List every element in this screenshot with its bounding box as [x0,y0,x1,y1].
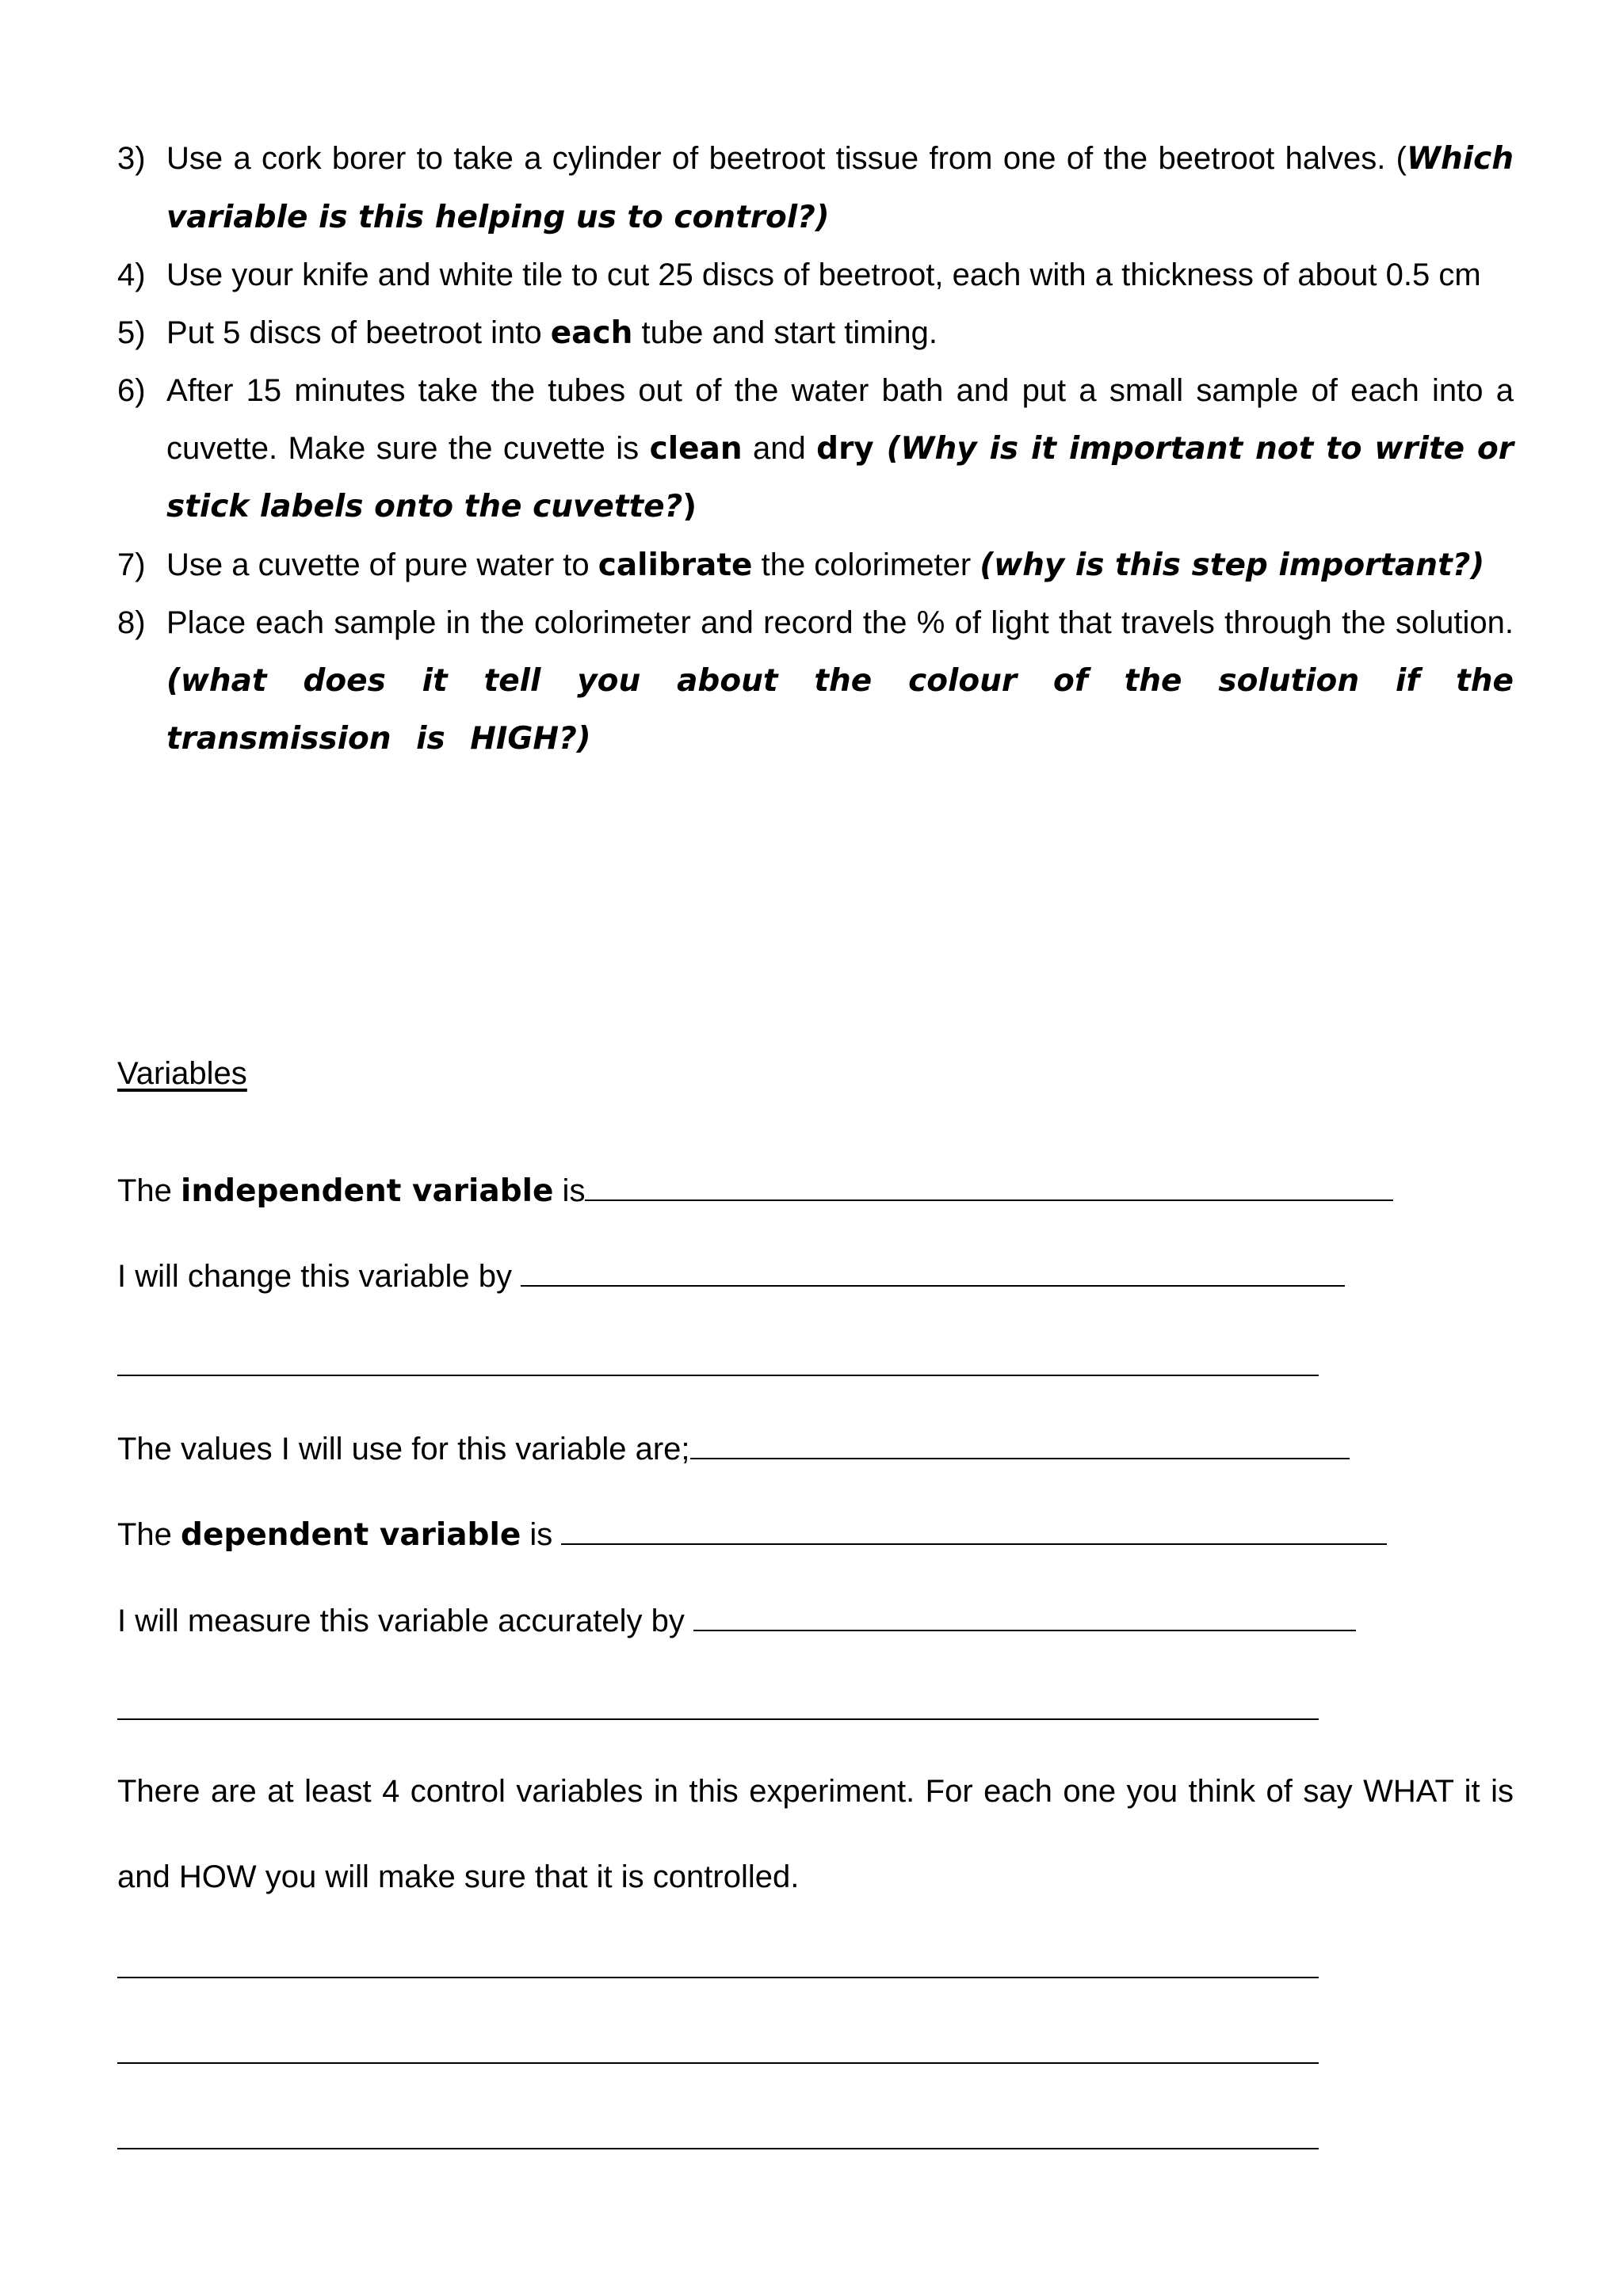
step-question: Which variable is this helping us to control?) [166,141,1514,235]
measure-by-answer-line[interactable] [693,1598,1356,1631]
step-question: (what does it tell you about the colour of the solution if the transmission is HIGH?) [166,662,1514,757]
emphasis-each: each [550,315,633,351]
change-by-answer-line-2[interactable] [117,1375,1319,1376]
values-answer-line[interactable] [690,1426,1350,1459]
step-number: 4) [117,257,146,292]
measure-by-row [117,1598,1356,1641]
dependent-variable-answer-line[interactable] [561,1512,1387,1545]
step-number: 8) [117,605,146,640]
measure-by-answer-line-2[interactable] [117,1718,1319,1720]
step-number: 5) [117,315,146,350]
label-text: The [117,1517,181,1552]
values-row [117,1426,1350,1469]
step-text: Use your knife and white tile to cut 25 discs of beetroot, each with a thickness of about 0.5 cm [166,257,1481,292]
step-5 [117,304,1514,363]
step-6 [117,362,1514,536]
step-text: Use a cork borer to take a cylinder of beetroot tissue from one of the beetroot halves. ( [166,141,1407,176]
step-number: 6) [117,373,146,408]
change-by-answer-line[interactable] [521,1253,1345,1287]
step-question: (Why is it important not to write or stick labels onto the cuvette? [166,430,1514,524]
independent-variable-answer-line[interactable] [585,1168,1393,1201]
control-answer-line-2[interactable] [117,2062,1319,2064]
method-steps [117,130,1514,769]
step-text: Put 5 discs of beetroot into [166,315,551,350]
step-text: the colorimeter [752,547,980,582]
step-text: After 15 minutes take the tubes out of the water bath and put a small sample of each into a cuvette. Make sure the cuvette is [166,373,1514,466]
label-text: I will measure this variable accurately by [117,1604,693,1638]
change-by-row [117,1253,1345,1296]
label-text: I will change this variable by [117,1259,521,1294]
label-text: is [553,1173,586,1208]
label-text: The values I will use for this variable are; [117,1432,690,1466]
independent-variable-term: independent variable [181,1173,554,1209]
dependent-variable-row [117,1512,1387,1555]
independent-variable-row [117,1168,1393,1211]
step-4 [117,246,1514,304]
step-text: ) [682,489,697,524]
step-3 [117,130,1514,246]
emphasis-dry: dry [816,430,874,467]
variables-heading: Variables [117,1056,247,1091]
emphasis-clean: clean [649,430,743,467]
step-8 [117,594,1514,769]
step-text: tube and start timing. [632,315,938,350]
label-text: The [117,1173,181,1208]
step-text: and [742,430,817,466]
step-7 [117,536,1514,595]
control-answer-line-3[interactable] [117,2148,1319,2149]
step-text: Place each sample in the colorimeter and record the % of light that travels through the solution. [166,605,1514,640]
label-text: is [521,1517,562,1552]
step-question: (why is this step important?) [980,547,1485,583]
control-answer-line-1[interactable] [117,1977,1319,1978]
step-number: 3) [117,141,146,176]
dependent-variable-term: dependent variable [181,1517,521,1553]
emphasis-calibrate: calibrate [598,547,753,583]
step-number: 7) [117,547,146,582]
step-text: Use a cuvette of pure water to [166,547,598,582]
control-variables-instructions: There are at least 4 control variables in this experiment. For each one you think of say WHAT it is and HOW you will make sure that it is controlled. [117,1774,1514,1894]
